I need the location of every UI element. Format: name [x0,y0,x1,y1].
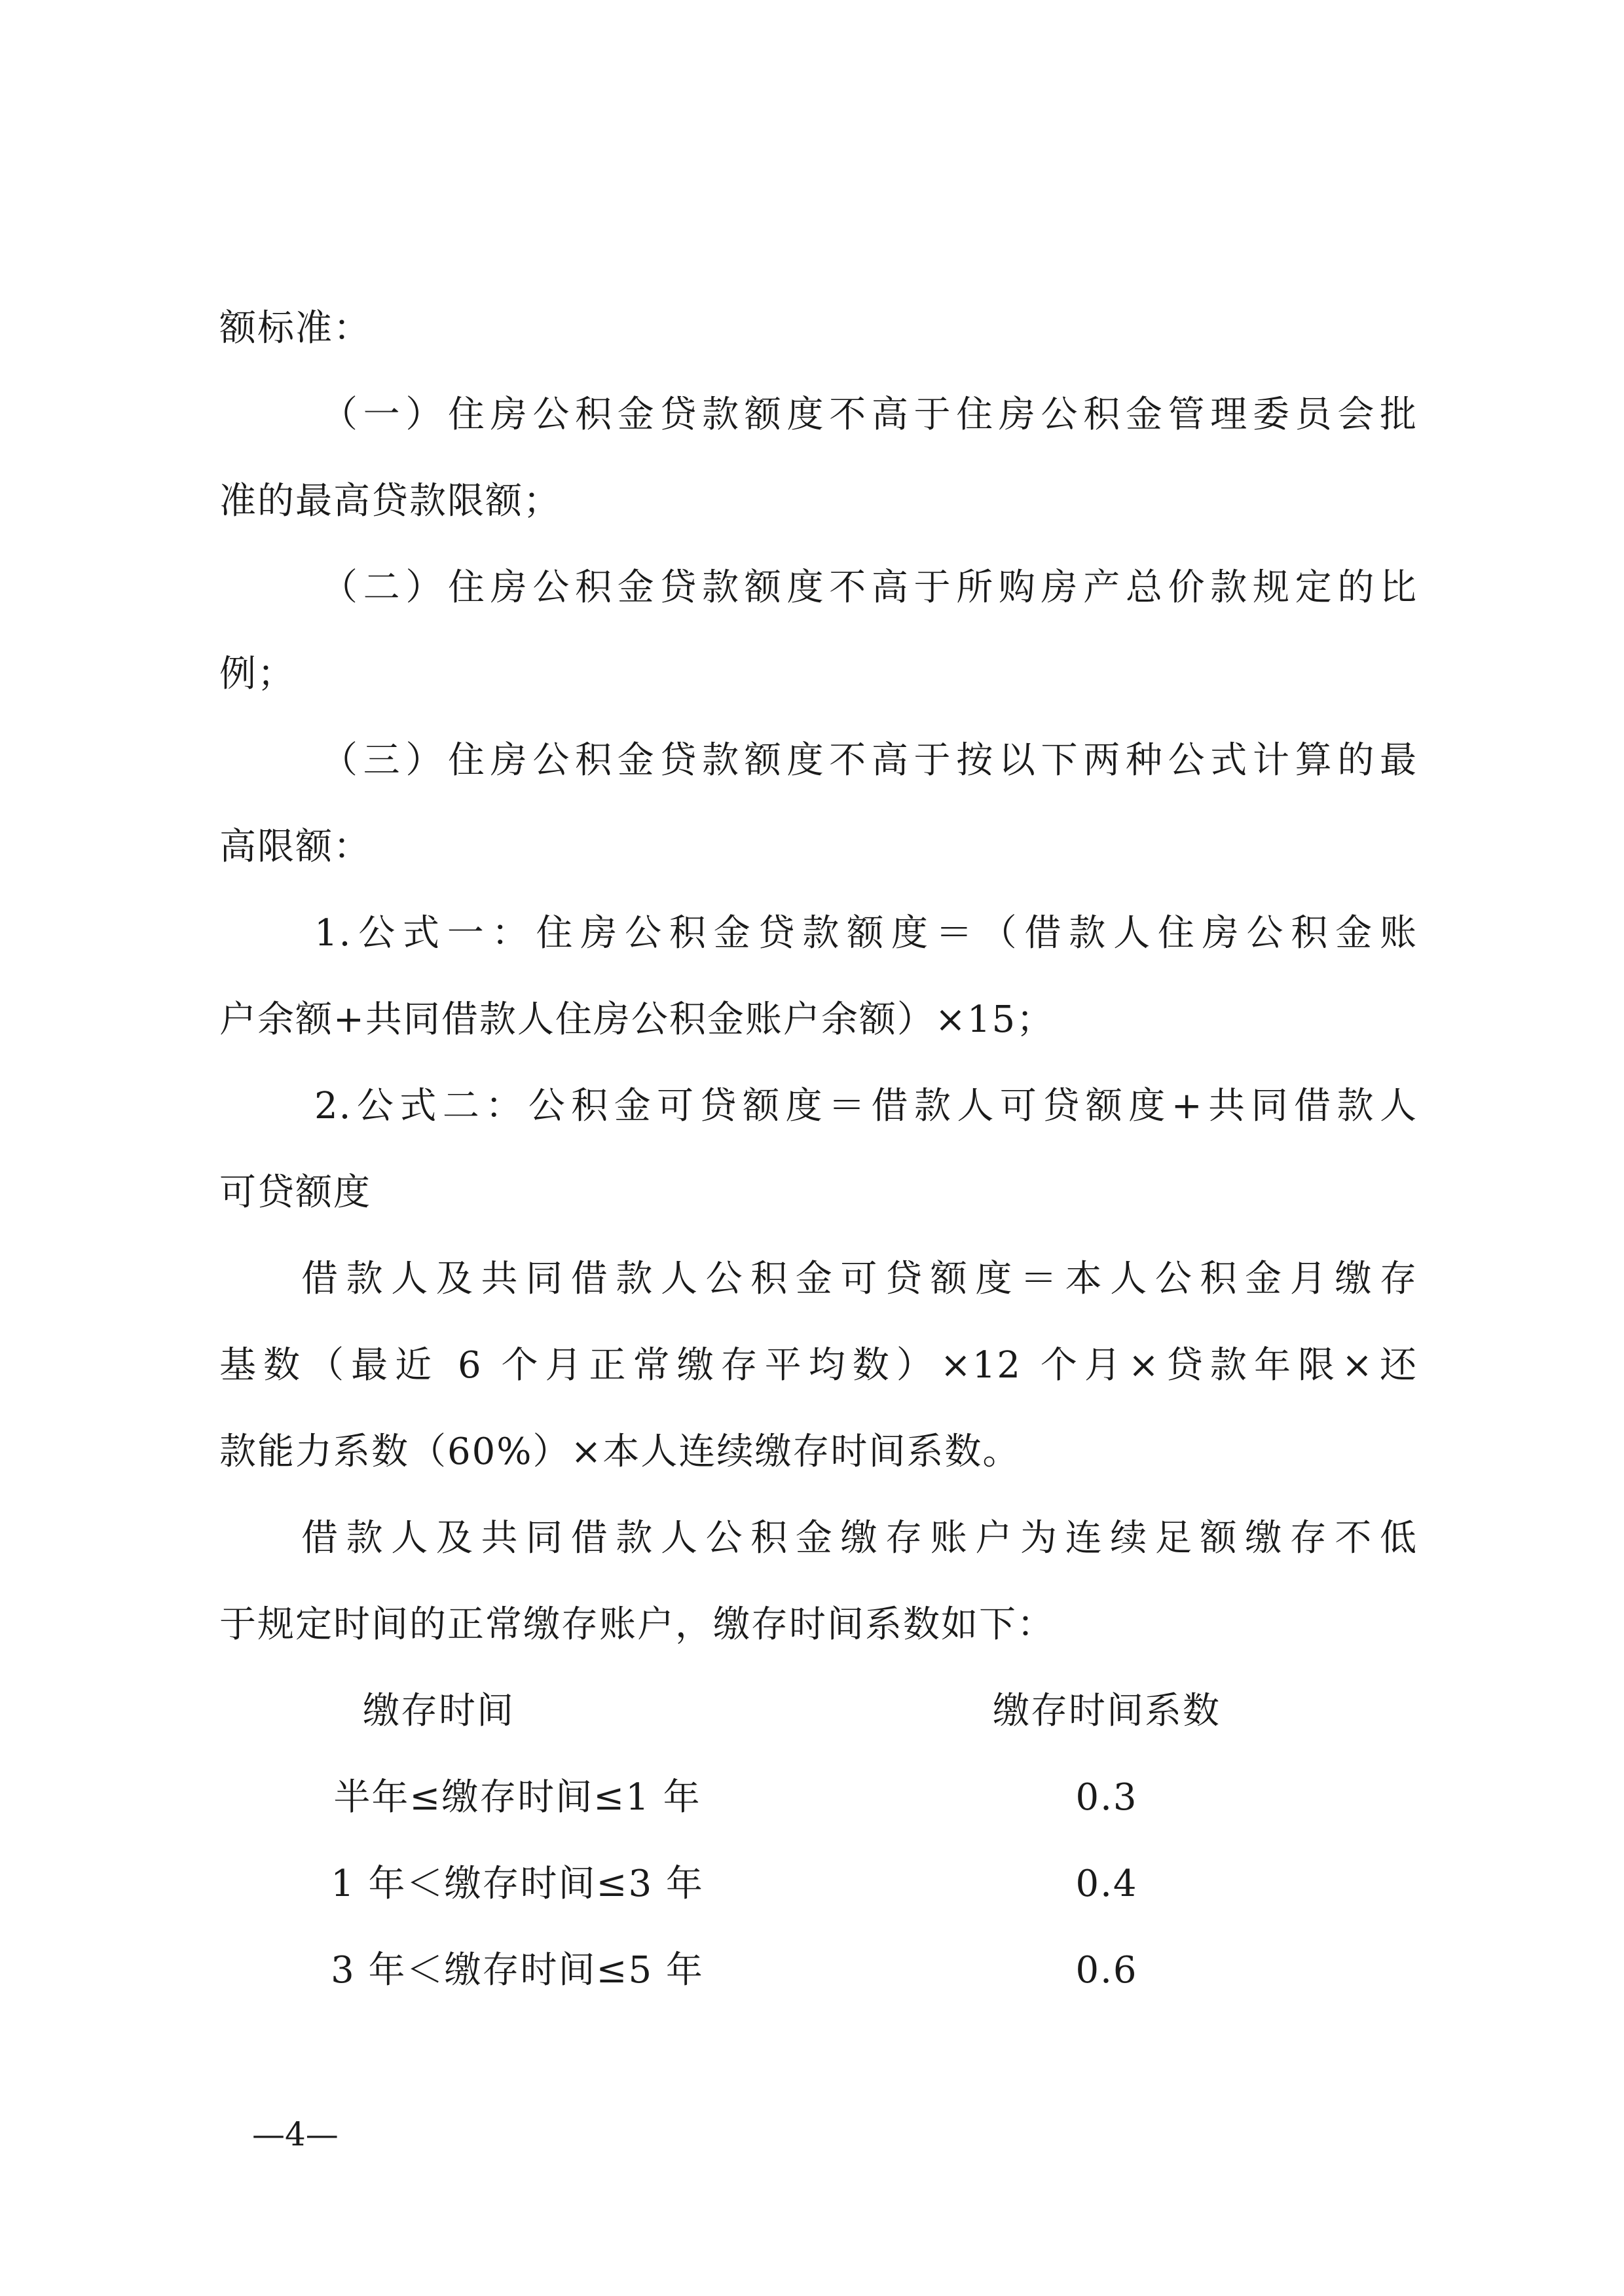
table-row [0,1772,1624,1824]
text-line: 准的最高贷款限额； [219,480,561,522]
text-line: 借款人及共同借款人公积金缴存账户为连续足额缴存不低 [301,1517,1418,1559]
table-cell: 1 年＜缴存时间≤3 年 [331,1863,704,1905]
table-cell: 0.6 [1075,1949,1138,1992]
page-number: —4— [252,2115,339,2153]
table-cell: 3 年＜缴存时间≤5 年 [331,1949,704,1992]
text-line: 高限额： [219,826,371,868]
table-cell: 0.3 [1075,1776,1138,1819]
text-line: 例； [219,653,295,695]
text-line: 款能力系数（60%）×本人连续缴存时间系数。 [219,1430,1021,1473]
text-line: （一）住房公积金贷款额度不高于住房公积金管理委员会批 [321,393,1418,436]
table-cell: 0.4 [1075,1863,1138,1905]
text-line: （三）住房公积金贷款额度不高于按以下两种公式计算的最 [321,739,1418,782]
text-line: （二）住房公积金贷款额度不高于所购房产总价款规定的比 [321,566,1418,609]
text-line: 户余额+共同借款人住房公积金账户余额）×15； [219,998,1055,1041]
text-line: 1.公式一：住房公积金贷款额度＝（借款人住房公积金账 [314,912,1418,955]
text-line: 可贷额度 [219,1171,371,1214]
text-line: 基数（最近 6 个月正常缴存平均数）×12 个月×贷款年限×还 [219,1344,1418,1387]
table-row [0,1944,1624,1997]
table-row [0,1858,1624,1910]
text-line: 2.公式二：公积金可贷额度＝借款人可贷额度+共同借款人 [314,1085,1418,1127]
text-line: 额标准： [219,307,371,350]
table-header-cell: 缴存时间系数 [993,1690,1221,1732]
table-header-cell: 缴存时间 [363,1690,515,1732]
text-line: 借款人及共同借款人公积金可贷额度＝本人公积金月缴存 [301,1258,1418,1300]
table-cell: 半年≤缴存时间≤1 年 [333,1776,701,1819]
text-line: 于规定时间的正常缴存账户，缴存时间系数如下： [219,1603,1055,1646]
table-header-row [0,1685,1624,1738]
